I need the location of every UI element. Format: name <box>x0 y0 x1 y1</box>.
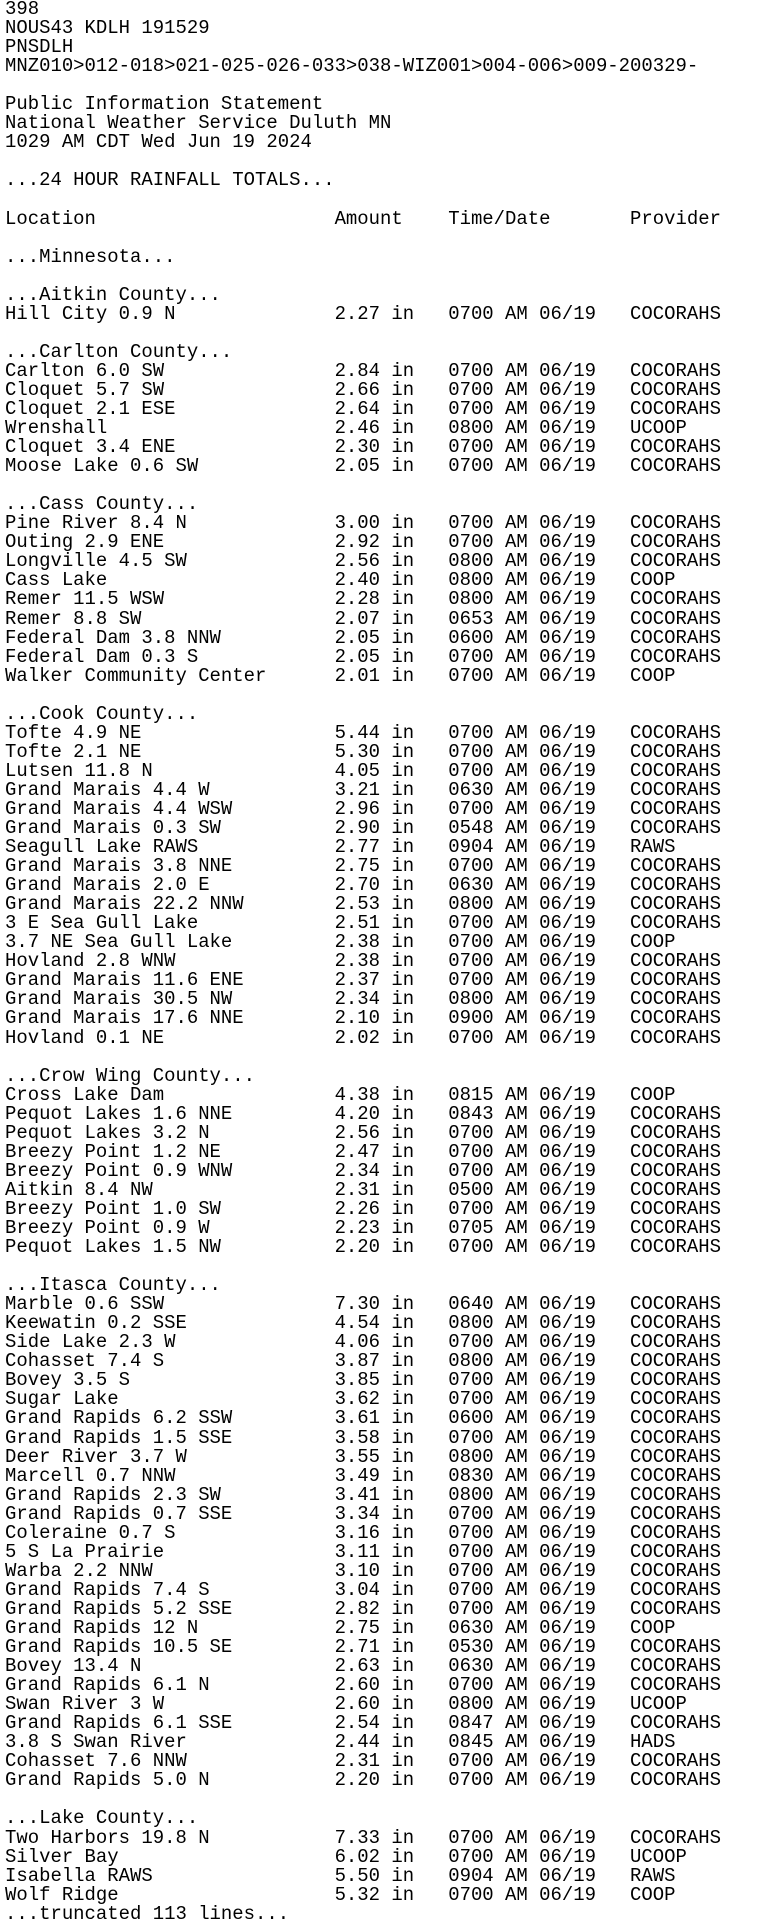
document-line: 3.7 NE Sea Gull Lake 2.38 in 0700 AM 06/19 COOP <box>5 931 676 954</box>
document-line: ...Lake County... <box>5 1807 199 1830</box>
document-line: Deer River 3.7 W 3.55 in 0800 AM 06/19 COCORAHS <box>5 1445 721 1468</box>
document-line: Wolf Ridge 5.32 in 0700 AM 06/19 COOP <box>5 1883 676 1906</box>
document-line: 3.8 S Swan River 2.44 in 0845 AM 06/19 HADS <box>5 1731 676 1754</box>
document-line: Hovland 0.1 NE 2.02 in 0700 AM 06/19 COCORAHS <box>5 1026 721 1049</box>
document-line: Grand Marais 2.0 E 2.70 in 0630 AM 06/19 COCORAHS <box>5 874 721 897</box>
document-line: Public Information Statement <box>5 93 324 116</box>
document-line: NOUS43 KDLH 191529 <box>5 17 210 40</box>
document-line: Grand Rapids 0.7 SSE 3.34 in 0700 AM 06/19 COCORAHS <box>5 1502 721 1525</box>
document-line: Grand Marais 0.3 SW 2.90 in 0548 AM 06/19 COCORAHS <box>5 817 721 840</box>
document-line: ...Aitkin County... <box>5 283 221 306</box>
document-line: Cloquet 3.4 ENE 2.30 in 0700 AM 06/19 COCORAHS <box>5 436 721 459</box>
document-line: Grand Rapids 6.2 SSW 3.61 in 0600 AM 06/19 COCORAHS <box>5 1407 721 1430</box>
document-line: Sugar Lake 3.62 in 0700 AM 06/19 COCORAHS <box>5 1388 721 1411</box>
document-line: Grand Marais 30.5 NW 2.34 in 0800 AM 06/19 COCORAHS <box>5 988 721 1011</box>
document-line: Grand Rapids 7.4 S 3.04 in 0700 AM 06/19 COCORAHS <box>5 1578 721 1601</box>
document-line: Marcell 0.7 NNW 3.49 in 0830 AM 06/19 COCORAHS <box>5 1464 721 1487</box>
rainfall-statement-text <box>5 0 721 1924</box>
document-line: Remer 11.5 WSW 2.28 in 0800 AM 06/19 COCORAHS <box>5 588 721 611</box>
document-line: Two Harbors 19.8 N 7.33 in 0700 AM 06/19 COCORAHS <box>5 1826 721 1849</box>
document-line: Remer 8.8 SW 2.07 in 0653 AM 06/19 COCORAHS <box>5 607 721 630</box>
document-line: Grand Rapids 12 N 2.75 in 0630 AM 06/19 COOP <box>5 1616 676 1639</box>
document-line: Longville 4.5 SW 2.56 in 0800 AM 06/19 COCORAHS <box>5 550 721 573</box>
document-line: Grand Marais 4.4 WSW 2.96 in 0700 AM 06/19 COCORAHS <box>5 797 721 820</box>
document-line: Pequot Lakes 1.5 NW 2.20 in 0700 AM 06/19 COCORAHS <box>5 1236 721 1259</box>
document-line <box>5 1048 721 1067</box>
document-line: Location Amount Time/Date Provider <box>5 207 721 230</box>
document-line: Silver Bay 6.02 in 0700 AM 06/19 UCOOP <box>5 1845 687 1868</box>
document-line: ...Minnesota... <box>5 245 176 268</box>
document-line: Carlton 6.0 SW 2.84 in 0700 AM 06/19 COCORAHS <box>5 359 721 382</box>
document-line: Cloquet 2.1 ESE 2.64 in 0700 AM 06/19 COCORAHS <box>5 397 721 420</box>
document-line: Cross Lake Dam 4.38 in 0815 AM 06/19 COOP <box>5 1083 676 1106</box>
document-line: Pine River 8.4 N 3.00 in 0700 AM 06/19 COCORAHS <box>5 512 721 535</box>
document-line: National Weather Service Duluth MN <box>5 112 392 135</box>
document-line: PNSDLH <box>5 36 74 59</box>
document-line: Coleraine 0.7 S 3.16 in 0700 AM 06/19 COCORAHS <box>5 1521 721 1544</box>
document-line: Grand Marais 11.6 ENE 2.37 in 0700 AM 06/19 COCORAHS <box>5 969 721 992</box>
document-line: Wrenshall 2.46 in 0800 AM 06/19 UCOOP <box>5 417 687 440</box>
document-line: Grand Marais 4.4 W 3.21 in 0630 AM 06/19 COCORAHS <box>5 778 721 801</box>
document-line: Walker Community Center 2.01 in 0700 AM 06/19 COOP <box>5 664 676 687</box>
document-line: Breezy Point 0.9 W 2.23 in 0705 AM 06/19 COCORAHS <box>5 1217 721 1239</box>
document-line: Moose Lake 0.6 SW 2.05 in 0700 AM 06/19 COCORAHS <box>5 455 721 478</box>
document-line: Bovey 13.4 N 2.63 in 0630 AM 06/19 COCORAHS <box>5 1655 721 1678</box>
document-line: Grand Marais 3.8 NNE 2.75 in 0700 AM 06/19 COCORAHS <box>5 855 721 878</box>
document-line: Pequot Lakes 1.6 NNE 4.20 in 0843 AM 06/19 COCORAHS <box>5 1102 721 1125</box>
document-line: Breezy Point 1.2 NE 2.47 in 0700 AM 06/19 COCORAHS <box>5 1140 721 1163</box>
document-line: Keewatin 0.2 SSE 4.54 in 0800 AM 06/19 COCORAHS <box>5 1312 721 1335</box>
document-line: Bovey 3.5 S 3.85 in 0700 AM 06/19 COCORAHS <box>5 1369 721 1392</box>
document-line: Breezy Point 1.0 SW 2.26 in 0700 AM 06/19 COCORAHS <box>5 1197 721 1220</box>
document-line: Side Lake 2.3 W 4.06 in 0700 AM 06/19 COCORAHS <box>5 1331 721 1354</box>
document-line: 5 S La Prairie 3.11 in 0700 AM 06/19 COCORAHS <box>5 1540 721 1563</box>
document-line: Federal Dam 0.3 S 2.05 in 0700 AM 06/19 COCORAHS <box>5 645 721 668</box>
document-line: Aitkin 8.4 NW 2.31 in 0500 AM 06/19 COCORAHS <box>5 1178 721 1201</box>
document-line: Grand Marais 17.6 NNE 2.10 in 0900 AM 06/19 COCORAHS <box>5 1007 721 1030</box>
document-line: Pequot Lakes 3.2 N 2.56 in 0700 AM 06/19 COCORAHS <box>5 1121 721 1144</box>
document-line: Grand Rapids 5.0 N 2.20 in 0700 AM 06/19 COCORAHS <box>5 1769 721 1792</box>
document-line: 398 <box>5 0 40 20</box>
document-line: Marble 0.6 SSW 7.30 in 0640 AM 06/19 COCORAHS <box>5 1293 721 1316</box>
document-line: Seagull Lake RAWS 2.77 in 0904 AM 06/19 RAWS <box>5 836 676 859</box>
document-line: Tofte 4.9 NE 5.44 in 0700 AM 06/19 COCORAHS <box>5 721 721 744</box>
document-line: Hovland 2.8 WNW 2.38 in 0700 AM 06/19 COCORAHS <box>5 950 721 973</box>
document-line: Federal Dam 3.8 NNW 2.05 in 0600 AM 06/19 COCORAHS <box>5 626 721 649</box>
document-line: Grand Marais 22.2 NNW 2.53 in 0800 AM 06/19 COCORAHS <box>5 893 721 916</box>
document-line: Lutsen 11.8 N 4.05 in 0700 AM 06/19 COCORAHS <box>5 759 721 782</box>
document-line: Breezy Point 0.9 WNW 2.34 in 0700 AM 06/19 COCORAHS <box>5 1159 721 1182</box>
document-line: Cohasset 7.4 S 3.87 in 0800 AM 06/19 COCORAHS <box>5 1350 721 1373</box>
document-line: ...Crow Wing County... <box>5 1064 256 1087</box>
document-line <box>5 686 721 705</box>
document-line: ...Cook County... <box>5 702 199 725</box>
document-line: Cass Lake 2.40 in 0800 AM 06/19 COOP <box>5 569 676 592</box>
document-line: ...truncated 113 lines... <box>5 1902 290 1925</box>
document-line <box>5 190 721 209</box>
document-line: Swan River 3 W 2.60 in 0800 AM 06/19 UCOOP <box>5 1693 687 1716</box>
document-line: Hill City 0.9 N 2.27 in 0700 AM 06/19 COCORAHS <box>5 302 721 325</box>
document-line: Cohasset 7.6 NNW 2.31 in 0700 AM 06/19 COCORAHS <box>5 1750 721 1773</box>
document-line <box>5 324 721 343</box>
document-line: Grand Rapids 10.5 SE 2.71 in 0530 AM 06/19 COCORAHS <box>5 1636 721 1659</box>
document-line: 1029 AM CDT Wed Jun 19 2024 <box>5 131 312 154</box>
document-line: MNZ010>012-018>021-025-026-033>038-WIZ001>004-006>009-200329- <box>5 55 699 78</box>
document-line: ...Carlton County... <box>5 340 233 363</box>
document-line: Isabella RAWS 5.50 in 0904 AM 06/19 RAWS <box>5 1864 676 1887</box>
document-line: Grand Rapids 2.3 SW 3.41 in 0800 AM 06/19 COCORAHS <box>5 1483 721 1506</box>
document-line: ...24 HOUR RAINFALL TOTALS... <box>5 169 335 192</box>
document-line <box>5 229 721 248</box>
document-line: Warba 2.2 NNW 3.10 in 0700 AM 06/19 COCORAHS <box>5 1559 721 1582</box>
document-line: Tofte 2.1 NE 5.30 in 0700 AM 06/19 COCORAHS <box>5 740 721 763</box>
document-line: Grand Rapids 6.1 N 2.60 in 0700 AM 06/19 COCORAHS <box>5 1674 721 1697</box>
document-line: Cloquet 5.7 SW 2.66 in 0700 AM 06/19 COCORAHS <box>5 378 721 401</box>
document-line: Grand Rapids 1.5 SSE 3.58 in 0700 AM 06/19 COCORAHS <box>5 1426 721 1449</box>
document-line: ...Itasca County... <box>5 1274 221 1297</box>
document-line: Outing 2.9 ENE 2.92 in 0700 AM 06/19 COCORAHS <box>5 531 721 554</box>
document-line: ...Cass County... <box>5 493 199 516</box>
document-line <box>5 267 721 286</box>
document-line: Grand Rapids 6.1 SSE 2.54 in 0847 AM 06/19 COCORAHS <box>5 1712 721 1735</box>
document-line: 3 E Sea Gull Lake 2.51 in 0700 AM 06/19 COCORAHS <box>5 912 721 935</box>
document-line: Grand Rapids 5.2 SSE 2.82 in 0700 AM 06/19 COCORAHS <box>5 1597 721 1620</box>
